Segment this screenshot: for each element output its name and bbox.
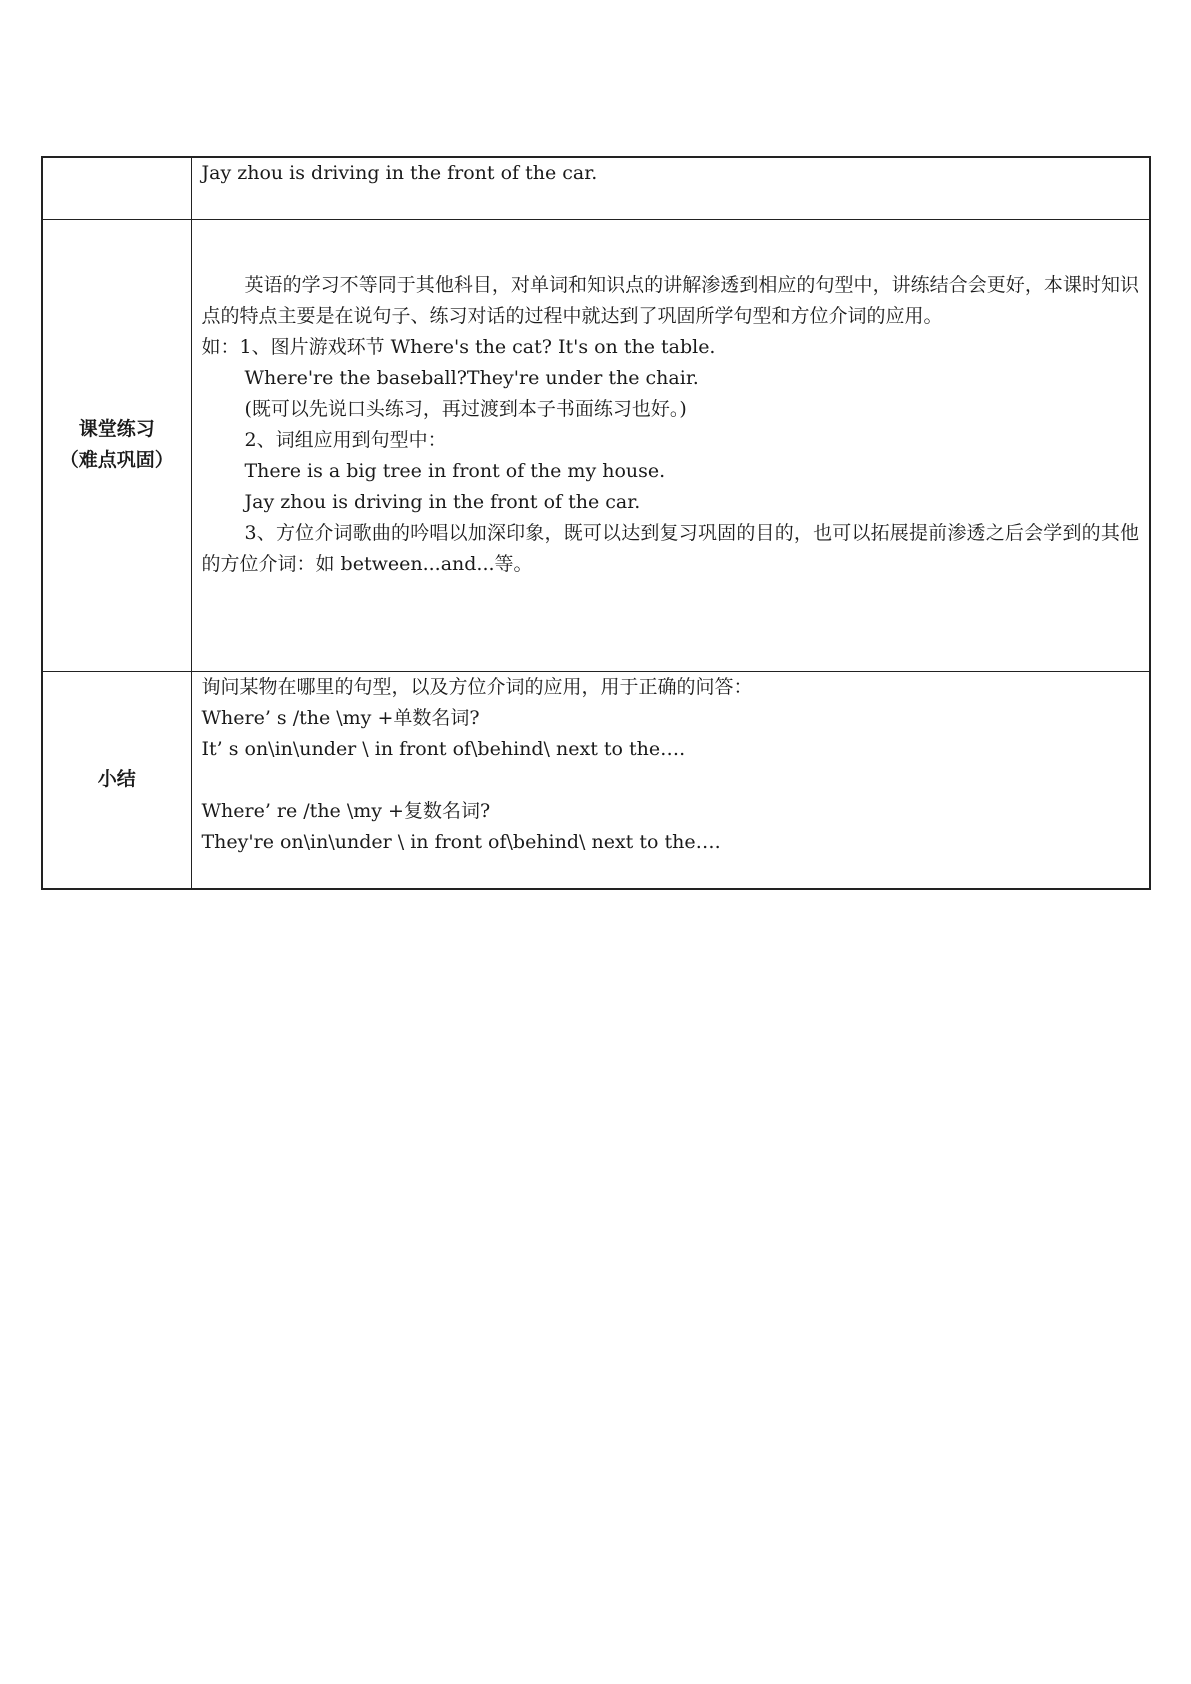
- item-2-sentence-2: Jay zhou is driving in the front of the car.: [244, 490, 641, 513]
- item-1-note: (既可以先说口头练习，再过渡到本子书面练习也好。): [244, 397, 687, 420]
- label-title: 课堂练习: [78, 418, 155, 440]
- summary-line-3: It’ s on\in\under \ in front of\behind\ next to the….: [201, 737, 686, 760]
- spacer: [202, 765, 1140, 796]
- sentence-line: Jay zhou is driving in the front of the car.: [201, 162, 598, 184]
- table-row-summary: [42, 671, 1150, 889]
- row-label-practice: [42, 219, 191, 671]
- intro-paragraph: 英语的学习不等同于其他科目，对单词和知识点的讲解渗透到相应的句型中，讲练结合会更好，本课时知识点的特点主要是在说句子、练习对话的过程中就达到了巩固所学句型和方位介词的应用。: [201, 273, 1139, 327]
- row-label-summary: 小结: [42, 671, 191, 889]
- summary-line-1: 询问某物在哪里的句型，以及方位介词的应用，用于正确的问答：: [201, 675, 753, 698]
- summary-line-2: Where’ s /the \my +单数名词?: [201, 706, 480, 729]
- table-row-practice: [42, 219, 1150, 671]
- row-label-empty: [42, 157, 191, 219]
- spacer: [202, 220, 1140, 251]
- summary-line-4: Where’ re /the \my +复数名词?: [201, 799, 491, 822]
- spacer: [202, 251, 1140, 270]
- item-3: 3、方位介词歌曲的吟唱以加深印象，既可以达到复习巩固的目的，也可以拓展提前渗透之后会学到的其他的方位介词：如 between...and...等。: [201, 521, 1139, 575]
- summary-line-5: They're on\in\under \ in front of\behind\ next to the….: [201, 830, 721, 853]
- item-1: 如：1、图片游戏环节 Where's the cat? It's on the table.: [201, 335, 716, 358]
- row-content-summary: [191, 671, 1150, 889]
- label-subtitle: （难点巩固）: [59, 449, 174, 471]
- lesson-table: [41, 156, 1151, 890]
- item-2-sentence-1: There is a big tree in front of the my house.: [244, 459, 666, 482]
- item-1-continued: Where're the baseball?They're under the chair.: [244, 366, 699, 389]
- row-content: [191, 157, 1150, 219]
- row-content-practice: [191, 219, 1150, 671]
- item-2: 2、词组应用到句型中：: [244, 428, 447, 451]
- table-row: [42, 157, 1150, 219]
